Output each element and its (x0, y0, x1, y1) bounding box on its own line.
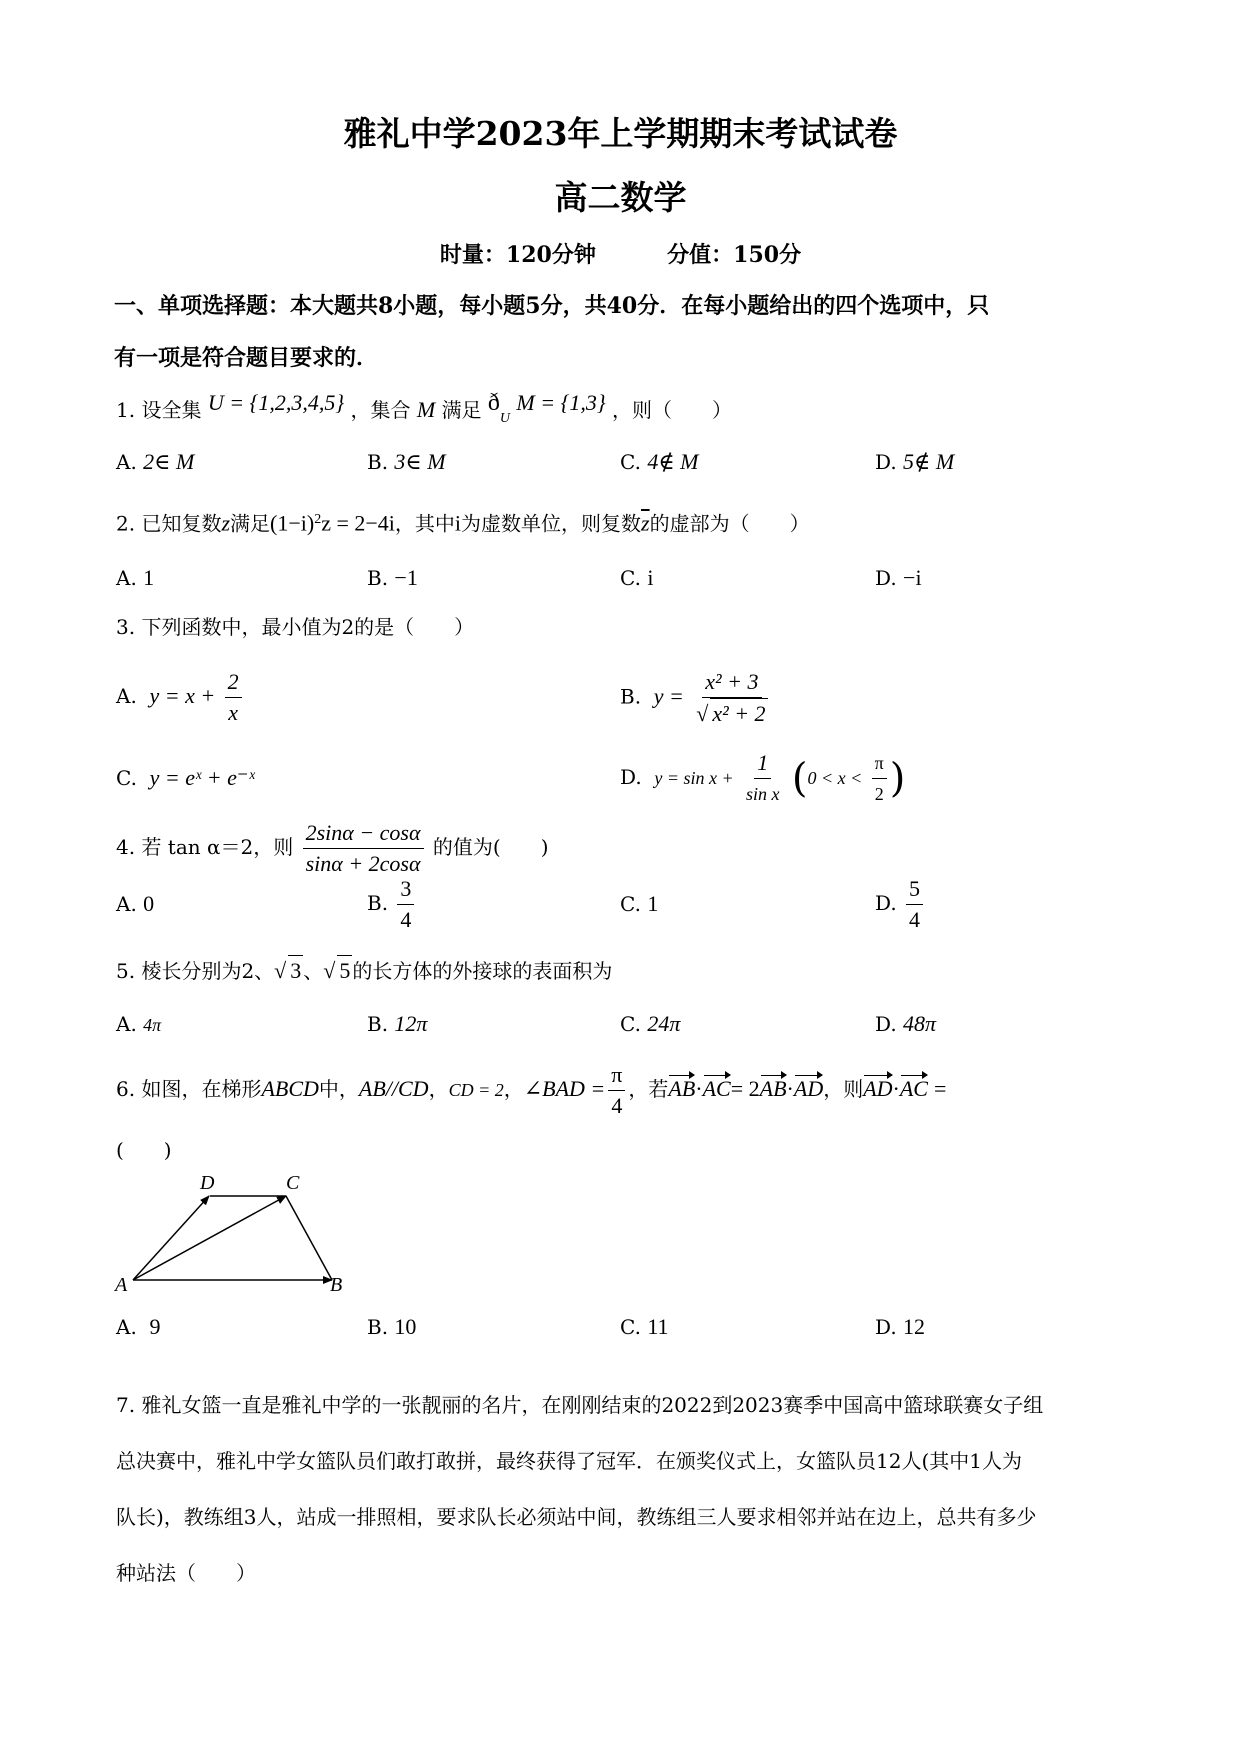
option-expr: 24π (647, 1011, 681, 1036)
q6-option-d (875, 1312, 925, 1342)
option-expr: 48π (903, 1011, 937, 1036)
option-expr: 12 (903, 1314, 926, 1339)
label-c: C (286, 1172, 300, 1194)
q2-text-2: ，其中 (394, 511, 455, 536)
fraction-numerator: 5 (906, 874, 923, 905)
option-expr: 10 (394, 1314, 417, 1339)
option-label: B. (367, 891, 389, 915)
q5-prefix: 5. 棱长分别为2、 (116, 959, 275, 983)
question-6 (116, 1060, 1132, 1121)
q2-text-3: 为虚数单位，则复数 (461, 511, 642, 536)
option-expr: −i (903, 565, 922, 590)
option-label: C. (620, 1012, 641, 1036)
vector-ad: AD (794, 1074, 823, 1104)
q3-option-d: D. y = sin x + $\frac{1}{\text{sin x}}$ (0 < x < $\frac{\pi}{2}$ ) (620, 748, 905, 809)
option-label: A. (116, 566, 137, 590)
q3-option-a (116, 667, 245, 728)
option-expr: 12π (394, 1011, 428, 1036)
q7-line-3: 队长)，教练组3人，站成一排照相，要求队长必须站中间，教练组三人要求相邻并站在边上，总共有多少 (116, 1505, 1037, 1529)
q6-equals: = 2 (730, 1076, 760, 1101)
q3-option-b (620, 667, 774, 729)
q2-zbar: $\overline{z}$ (641, 510, 650, 536)
option-expr: 9 (149, 1314, 161, 1339)
option-label: D. (620, 765, 642, 789)
time-label: 时量：120分钟 (439, 242, 596, 268)
fraction-numerator: x² + 3 (702, 667, 761, 698)
q4-option-c (620, 889, 658, 919)
q5-option-d (875, 1009, 936, 1039)
q3-b-expr: y = (653, 683, 684, 709)
exam-info (0, 238, 1241, 269)
q1-suffix: ，则（ ） (612, 398, 733, 422)
q1-m: M (416, 397, 436, 422)
option-label: D. (875, 1012, 897, 1036)
vector-ad-2: AD (863, 1074, 892, 1104)
q6-text-3: ，则 (823, 1077, 864, 1101)
q5-root-1: 3 (288, 955, 303, 986)
q1-text-2: 满足 (441, 398, 482, 422)
q4-b-fraction (397, 874, 414, 935)
option-label: A. (116, 684, 137, 708)
option-label: D. (875, 566, 897, 590)
option-label: A. (116, 450, 137, 474)
fraction-numerator: π (608, 1060, 625, 1091)
q5-option-c (620, 1009, 680, 1039)
option-label: D. (875, 1315, 897, 1339)
q1-option-d (875, 447, 954, 477)
q1-complement: ð (487, 390, 500, 416)
fraction-numerator: 2 (225, 667, 242, 698)
q5-option-a (116, 1009, 161, 1040)
question-2 (116, 505, 1132, 539)
option-label: A. (116, 892, 137, 916)
dot-operator: · (695, 1076, 703, 1101)
q2-eq: (1−i) (270, 510, 315, 536)
q3-a-fraction (225, 667, 242, 728)
option-expr: 3∈ M (394, 449, 446, 474)
option-expr: 1 (143, 565, 155, 590)
q6-comma-2: ， (503, 1077, 524, 1101)
fraction-denominator: 2 (874, 784, 884, 804)
fraction-denominator: sin x (746, 784, 780, 804)
q6-paren: ( ) (116, 1138, 172, 1162)
option-label: C. (620, 892, 641, 916)
option-expr: 0 (143, 891, 155, 916)
q2-i: i (454, 510, 462, 536)
q4-option-d (875, 874, 926, 935)
q2-option-c (620, 563, 653, 593)
option-expr: i (647, 565, 654, 590)
segment-ac (133, 1196, 286, 1280)
q6-text-2: ，若 (628, 1077, 669, 1101)
q6-abcd: ABCD (261, 1076, 319, 1101)
q6-parallel: AB//CD (358, 1076, 429, 1101)
q4-d-fraction (906, 874, 923, 935)
option-label: D. (875, 450, 897, 474)
label-a: A (115, 1274, 128, 1295)
fraction-numerator: π (872, 748, 887, 779)
option-label: C. (620, 450, 641, 474)
vector-ab-2: AB (760, 1074, 787, 1104)
exam-title: 雅礼中学2023年上学期期末考试试卷 (343, 114, 898, 153)
q6-end: = (933, 1076, 947, 1101)
q2-eq-rest: z = 2−4i (321, 510, 395, 536)
segment-ad (133, 1196, 209, 1280)
question-1 (116, 390, 1132, 434)
question-3: 3. 下列函数中，最小值为2的是（ ） (116, 615, 475, 639)
q6-cd: CD = 2 (448, 1080, 504, 1100)
q2-eq-sup: 2 (314, 512, 322, 527)
fraction-numerator: 1 (754, 748, 771, 779)
option-expr: 11 (647, 1314, 669, 1339)
q5-root-2: 5 (337, 955, 352, 986)
q2-option-d (875, 563, 922, 593)
option-label: C. (116, 766, 137, 790)
q3-c-expr: y = eˣ + e⁻ˣ (149, 765, 255, 790)
q3-d-fraction (743, 748, 783, 809)
label-d: D (200, 1172, 215, 1194)
score-label: 分值：150分 (667, 242, 802, 268)
q1-text: ，集合 (350, 398, 411, 422)
q7-line-4: 种站法（ ） (116, 1561, 256, 1585)
fraction-denominator: sinα + 2cosα (305, 851, 421, 876)
question-4 (116, 818, 1132, 879)
q3-option-c (116, 763, 255, 793)
q4-prefix: 4. 若 tan α＝2，则 (116, 835, 294, 859)
fraction-denominator: x (228, 700, 238, 725)
fraction-numerator: 2sinα − cosα (303, 818, 424, 849)
q2-suffix: 的虚部为（ ） (649, 511, 810, 536)
section-line-1: 一、单项选择题：本大题共8小题，每小题5分，共40分．在每小题给出的四个选项中，只 (114, 293, 990, 319)
q6-text: 中， (318, 1077, 359, 1101)
option-label: B. (367, 450, 389, 474)
question-7 (116, 1377, 1132, 1601)
q4-fraction (303, 818, 424, 879)
section-line-2: 有一项是符合题目要求的． (114, 345, 379, 371)
q1-option-c (620, 447, 698, 477)
option-label: B. (620, 684, 642, 709)
vector-ab: AB (668, 1074, 695, 1104)
q6-option-c (620, 1312, 669, 1342)
option-label: A. (116, 1012, 137, 1036)
vector-ac: AC (703, 1074, 731, 1104)
q3-d-condition: 0 < x < (807, 768, 863, 788)
fraction-denominator: 4 (611, 1093, 623, 1118)
option-expr: 4∉ M (647, 449, 699, 474)
segment-cb (286, 1196, 332, 1280)
dot-operator-2: · (786, 1076, 794, 1101)
vector-ac-2: AC (900, 1074, 928, 1104)
dot-operator-3: · (892, 1076, 900, 1101)
q1-option-b (367, 447, 446, 477)
fraction-numerator: 3 (397, 874, 414, 905)
q1-option-a (116, 447, 194, 477)
q7-line-1: 7. 雅礼女篮一直是雅礼中学的一张靓丽的名片，在刚刚结束的2022到2023赛季中国高中篮球联赛女子组 (116, 1393, 1044, 1417)
option-expr: 2∈ M (143, 449, 195, 474)
fraction-denominator: 4 (400, 907, 412, 932)
q6-comma: ， (428, 1077, 449, 1101)
q1-complement-set: M = {1,3} (516, 390, 606, 415)
option-label: D. (875, 891, 897, 915)
q2-text: 满足 (230, 511, 271, 536)
q4-option-a (116, 889, 154, 919)
q5-option-b (367, 1009, 427, 1039)
q6-pi-fraction (608, 1060, 625, 1121)
option-expr: 4π (143, 1015, 162, 1035)
q5-suffix: 的长方体的外接球的表面积为 (352, 959, 613, 983)
q3-d-expr: y = sin x + (654, 768, 734, 788)
q6-prefix: 6. 如图，在梯形 (116, 1077, 262, 1101)
q1-complement-sub: U (499, 411, 511, 426)
q3-a-expr: y = x + (149, 683, 216, 708)
question-5: 5. 棱长分别为2、√ 3 、√ 5 的长方体的外接球的表面积为 (116, 955, 1132, 986)
option-expr: 5∉ M (903, 449, 955, 474)
option-label: C. (620, 566, 641, 590)
q4-option-b (367, 874, 417, 935)
trapezoid-figure (110, 1165, 370, 1295)
q3-d-pi-fraction (872, 748, 887, 809)
label-b: B (330, 1274, 343, 1295)
q1-universal-set: U = {1,2,3,4,5} (207, 390, 345, 415)
q5-separator: 、 (303, 959, 324, 983)
q7-line-2: 总决赛中，雅礼中学女篮队员们敢打敢拼，最终获得了冠军．在颁奖仪式上，女篮队员12人(其中1人为 (116, 1449, 1022, 1473)
q2-z: z (221, 510, 231, 536)
option-expr: −1 (394, 565, 418, 590)
q2-option-a (116, 563, 154, 593)
q6-angle: ∠BAD = (523, 1076, 606, 1101)
q6-option-b (367, 1312, 416, 1342)
q2-option-b (367, 563, 418, 593)
option-label: C. (620, 1315, 641, 1339)
section-header (114, 280, 1130, 384)
q3-b-fraction: $\frac{\text{x² + 3}}{\text{√ x² + 2}}$ (693, 667, 770, 729)
fraction-denominator: 4 (909, 907, 921, 932)
q2-prefix: 2. 已知复数 (116, 511, 222, 536)
q4-suffix: 的值为( ) (432, 835, 549, 859)
option-label: B. (367, 1012, 389, 1036)
option-label: A. (116, 1315, 137, 1339)
option-label: B. (367, 1315, 389, 1339)
q1-prefix: 1. 设全集 (116, 398, 202, 422)
option-expr: 1 (647, 891, 659, 916)
q6-option-a (116, 1312, 161, 1342)
subject-title: 高二数学 (554, 178, 687, 217)
option-label: B. (367, 566, 389, 590)
fraction-denominator: x² + 2 (710, 698, 767, 729)
